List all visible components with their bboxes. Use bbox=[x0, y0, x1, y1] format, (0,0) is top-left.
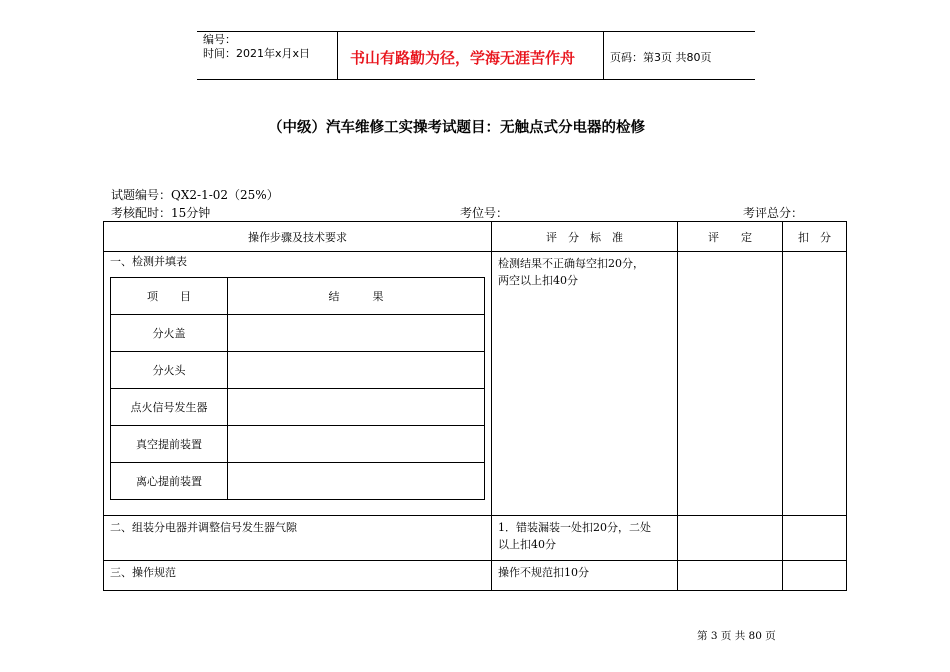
table-row bbox=[104, 561, 847, 591]
inspection-item: 真空提前装置 bbox=[111, 426, 228, 463]
header-criteria: 评 分 标 准 bbox=[492, 222, 678, 252]
inspection-row bbox=[111, 352, 485, 389]
inspection-header-row bbox=[111, 278, 485, 315]
criteria-line: 操作不规范扣10分 bbox=[498, 566, 589, 579]
table-row bbox=[104, 516, 847, 561]
criteria-line: 以上扣40分 bbox=[498, 538, 556, 551]
criteria-cell bbox=[492, 516, 678, 561]
criteria-line: 两空以上扣40分 bbox=[498, 274, 578, 287]
step-text: 三、操作规范 bbox=[110, 566, 176, 579]
inspection-row bbox=[111, 315, 485, 352]
inspection-item: 点火信号发生器 bbox=[111, 389, 228, 426]
inspection-row bbox=[111, 463, 485, 500]
evaluation-cell[interactable] bbox=[678, 252, 783, 516]
seat-number-label: 考位号： bbox=[460, 206, 509, 220]
table-row bbox=[104, 252, 847, 516]
header-time-label: 时间：2021年x月x日 bbox=[203, 47, 311, 60]
header-motto: 书山有路勤为径，学海无涯苦作舟 bbox=[350, 49, 576, 67]
inspection-result-field[interactable] bbox=[228, 389, 485, 426]
header-divider-left bbox=[337, 31, 338, 80]
table-header-row bbox=[104, 222, 847, 252]
inspection-row bbox=[111, 389, 485, 426]
criteria-line: 1．错装漏装一处扣20分，二处 bbox=[498, 521, 651, 534]
header-divider-right bbox=[603, 31, 604, 80]
deduction-cell[interactable] bbox=[783, 561, 847, 591]
header-top-rule bbox=[197, 31, 755, 32]
page-footer: 第 3 页 共 80 页 bbox=[697, 630, 776, 642]
scoring-table bbox=[103, 221, 847, 591]
header-page-label: 页码：第3页 共80页 bbox=[610, 51, 712, 64]
criteria-cell bbox=[492, 252, 678, 516]
criteria-line: 检测结果不正确每空扣20分， bbox=[498, 257, 644, 270]
inspection-item: 离心提前装置 bbox=[111, 463, 228, 500]
inspection-header-item: 项 目 bbox=[111, 278, 228, 315]
step-text: 二、组装分电器并调整信号发生器气隙 bbox=[110, 521, 297, 534]
deduction-cell[interactable] bbox=[783, 252, 847, 516]
inspection-header-result: 结 果 bbox=[228, 278, 485, 315]
header-bottom-rule bbox=[197, 79, 755, 80]
header-deduction: 扣 分 bbox=[783, 222, 847, 252]
step-cell bbox=[104, 252, 492, 516]
exam-number: 试题编号：QX2-1-02（25%） bbox=[111, 188, 279, 202]
inspection-result-field[interactable] bbox=[228, 426, 485, 463]
inspection-item: 分火盖 bbox=[111, 315, 228, 352]
deduction-cell[interactable] bbox=[783, 516, 847, 561]
total-score-label: 考评总分： bbox=[743, 206, 804, 220]
time-allocation: 考核配时：15分钟 bbox=[111, 206, 211, 220]
evaluation-cell[interactable] bbox=[678, 561, 783, 591]
inspection-result-field[interactable] bbox=[228, 315, 485, 352]
header-serial-label: 编号： bbox=[203, 33, 236, 46]
evaluation-cell[interactable] bbox=[678, 516, 783, 561]
step-text: 一、检测并填表 bbox=[110, 255, 187, 268]
criteria-cell bbox=[492, 561, 678, 591]
inspection-result-field[interactable] bbox=[228, 463, 485, 500]
step-cell bbox=[104, 516, 492, 561]
page-title: （中级）汽车维修工实操考试题目：无触点式分电器的检修 bbox=[268, 120, 645, 136]
header-evaluation: 评 定 bbox=[678, 222, 783, 252]
step-cell bbox=[104, 561, 492, 591]
inspection-table bbox=[110, 277, 485, 500]
inspection-result-field[interactable] bbox=[228, 352, 485, 389]
header-steps: 操作步骤及技术要求 bbox=[104, 222, 492, 252]
inspection-row bbox=[111, 426, 485, 463]
inspection-item: 分火头 bbox=[111, 352, 228, 389]
